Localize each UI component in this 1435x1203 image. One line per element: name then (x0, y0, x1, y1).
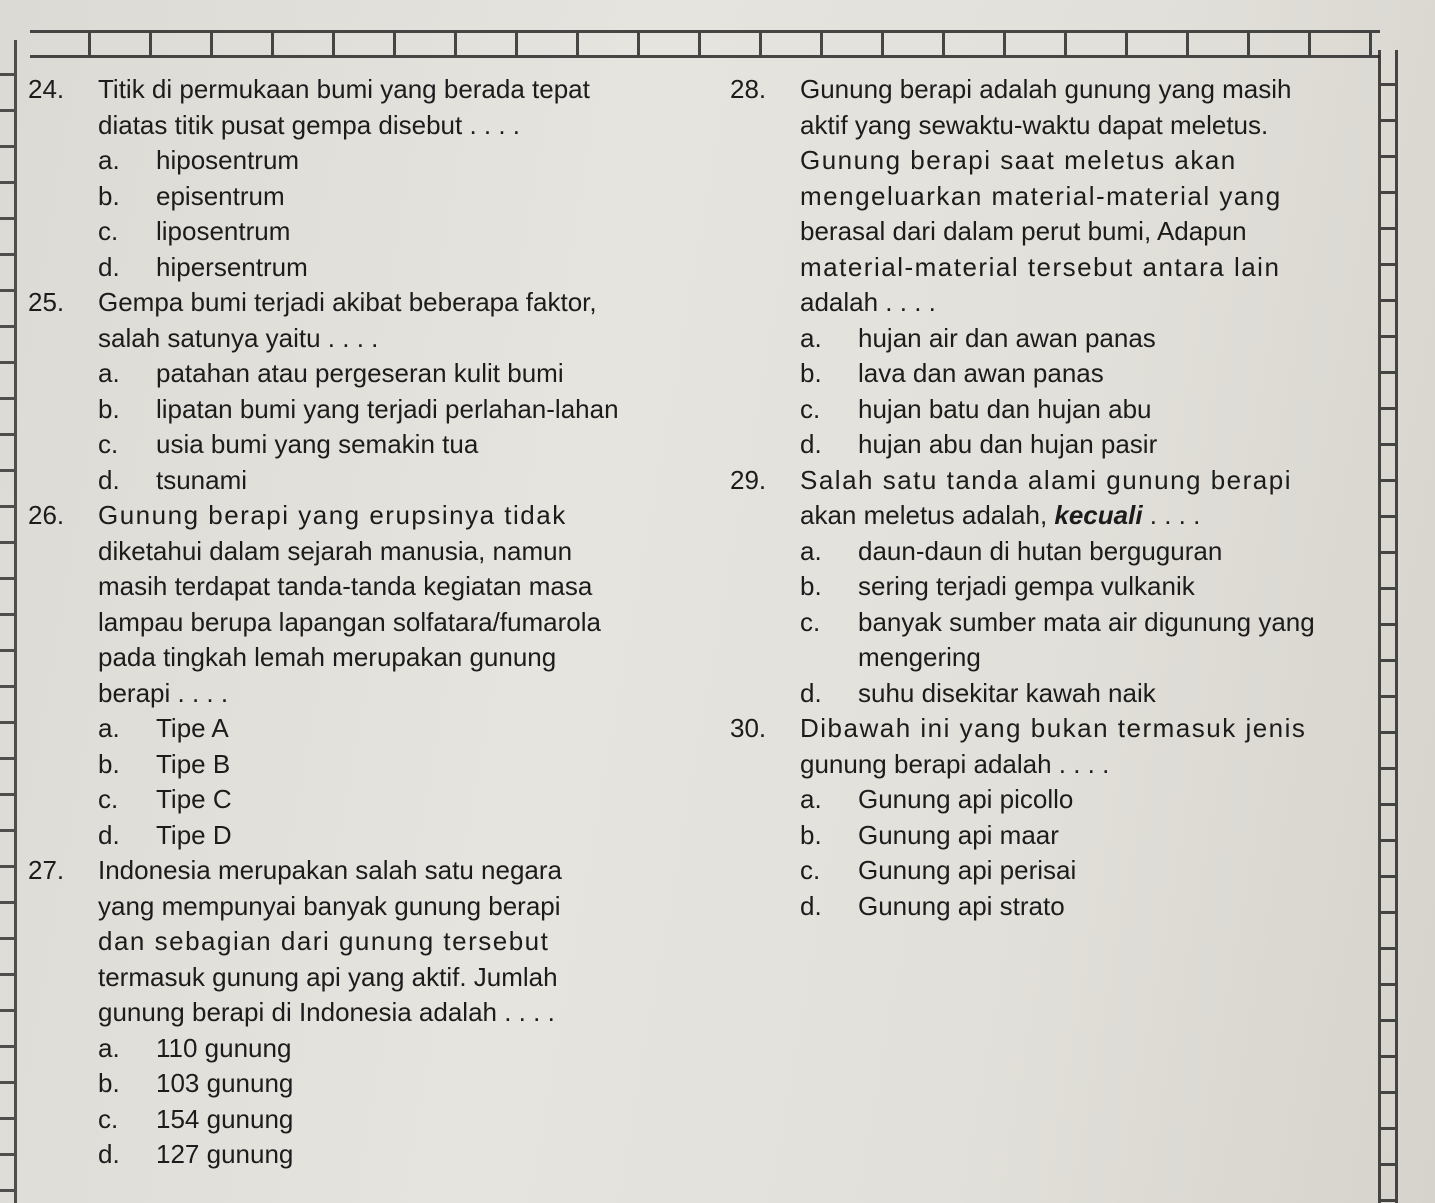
option-b (800, 818, 1360, 854)
option-text: lava dan awan panas (858, 358, 1104, 388)
option-label: d. (800, 677, 822, 708)
question-text (98, 853, 658, 1031)
option-a (98, 143, 658, 179)
option-text: Gunung api strato (858, 890, 1065, 921)
option-text: suhu disekitar kawah naik (858, 677, 1156, 708)
question-line: Dibawah ini yang bukan termasuk jenis (800, 713, 1307, 743)
question-28 (730, 72, 1360, 463)
question-line: pada tingkah lemah merupakan gunung (98, 642, 557, 672)
option-label: a. (98, 713, 120, 743)
option-b (98, 179, 658, 215)
option-text: hipersentrum (156, 251, 308, 282)
emphasis-kecuali: kecuali (1054, 500, 1143, 530)
option-text: Tipe B (156, 748, 231, 779)
decorative-border-left (0, 40, 17, 1203)
option-text: 154 gunung (156, 1103, 294, 1134)
question-line: salah satunya yaitu . . . . (98, 322, 379, 353)
left-column (28, 72, 658, 1173)
question-line: termasuk gunung api yang aktif. Jumlah (98, 961, 558, 992)
question-number: 27. (28, 855, 65, 885)
option-text: episentrum (156, 180, 285, 211)
question-line: aktif yang sewaktu-waktu dapat meletus. (800, 109, 1269, 140)
option-text (858, 605, 1315, 676)
option-b (98, 392, 658, 428)
option-label: c. (98, 429, 119, 459)
option-a (800, 534, 1360, 570)
option-c (98, 214, 658, 250)
option-label: c. (800, 855, 821, 885)
option-list (98, 143, 658, 285)
question-line: lampau berupa lapangan solfatara/fumarola (98, 606, 602, 637)
option-list (800, 321, 1360, 463)
option-label: b. (98, 180, 120, 211)
option-label: a. (800, 322, 822, 353)
question-number: 28. (730, 74, 767, 104)
question-stem (28, 285, 658, 356)
option-d (98, 463, 658, 499)
option-text: hujan batu dan hujan abu (858, 393, 1152, 424)
question-number: 30. (730, 713, 767, 743)
question-line: Titik di permukaan bumi yang berada tepat (98, 74, 590, 104)
option-label: b. (98, 748, 120, 779)
option-list (98, 1031, 658, 1173)
option-label: b. (800, 571, 822, 601)
question-line-suffix: . . . . (1142, 500, 1201, 530)
option-label: b. (98, 393, 120, 424)
question-line: berapi . . . . (98, 677, 229, 708)
decorative-border-right (1378, 50, 1398, 1203)
option-text-line: mengering (858, 642, 981, 672)
question-line: Gunung berapi adalah gunung yang masih (800, 74, 1292, 104)
option-text: hujan abu dan hujan pasir (858, 429, 1158, 459)
option-c (800, 853, 1360, 889)
right-column (730, 72, 1360, 924)
decorative-border-top (30, 30, 1380, 58)
option-text: hujan air dan awan panas (858, 322, 1156, 353)
question-stem (28, 853, 658, 1031)
question-number: 26. (28, 500, 65, 530)
option-text: Tipe D (156, 819, 232, 850)
option-b (98, 747, 658, 783)
question-line: masih terdapat tanda-tanda kegiatan masa (98, 571, 593, 601)
option-text: 127 gunung (156, 1139, 294, 1169)
option-text: Gunung api picollo (858, 784, 1074, 814)
option-label: c. (98, 1103, 119, 1134)
option-text: 103 gunung (156, 1068, 294, 1098)
option-label: b. (800, 358, 822, 388)
question-line: gunung berapi adalah . . . . (800, 748, 1110, 779)
option-text: Gunung api maar (858, 819, 1059, 850)
option-a (98, 356, 658, 392)
option-text: Tipe C (156, 784, 232, 814)
option-d (800, 676, 1360, 712)
question-line: adalah . . . . (800, 287, 936, 317)
option-label: a. (98, 358, 120, 388)
question-line: material-material tersebut antara lain (800, 251, 1281, 282)
option-list (800, 534, 1360, 712)
option-d (98, 818, 658, 854)
question-26 (28, 498, 658, 853)
question-stem (730, 711, 1360, 782)
option-label: b. (800, 819, 822, 850)
option-b (98, 1066, 658, 1102)
option-text: lipatan bumi yang terjadi perlahan-lahan (156, 393, 619, 424)
option-text-line: banyak sumber mata air digunung yang (858, 606, 1315, 637)
question-number: 29. (730, 464, 767, 495)
option-text: tsunami (156, 464, 248, 495)
question-stem (28, 498, 658, 711)
option-label: d. (98, 819, 120, 850)
option-label: d. (98, 464, 120, 495)
question-line: berasal dari dalam perut bumi, Adapun (800, 216, 1247, 246)
question-stem (730, 72, 1360, 321)
question-line: dan sebagian dari gunung tersebut (98, 926, 550, 956)
question-text (98, 498, 658, 711)
option-d (98, 250, 658, 286)
option-label: a. (98, 1032, 120, 1063)
option-label: d. (98, 1139, 120, 1169)
question-text (800, 463, 1360, 534)
question-text (98, 72, 658, 143)
question-29 (730, 463, 1360, 712)
option-d (800, 427, 1360, 463)
question-line: Indonesia merupakan salah satu negara (98, 855, 562, 885)
option-a (800, 321, 1360, 357)
option-label: c. (800, 393, 821, 424)
option-text: 110 gunung (156, 1032, 292, 1063)
option-text: Tipe A (156, 713, 229, 743)
question-line: diketahui dalam sejarah manusia, namun (98, 535, 573, 566)
question-line (800, 498, 1360, 534)
question-line: mengeluarkan material-material yang (800, 180, 1282, 211)
question-line: Gempa bumi terjadi akibat beberapa faktor, (98, 287, 597, 317)
option-text: liposentrum (156, 216, 291, 246)
question-stem (28, 72, 658, 143)
question-number: 24. (28, 74, 65, 104)
option-b (800, 569, 1360, 605)
option-a (98, 1031, 658, 1067)
option-a (800, 782, 1360, 818)
option-c (98, 427, 658, 463)
question-line: Salah satu tanda alami gunung berapi (800, 464, 1292, 495)
option-text: daun-daun di hutan berguguran (858, 535, 1223, 566)
question-text (98, 285, 658, 356)
option-c (98, 782, 658, 818)
option-list (800, 782, 1360, 924)
option-label: c. (98, 784, 119, 814)
question-line-prefix: akan meletus adalah, (800, 500, 1055, 530)
question-stem (730, 463, 1360, 534)
option-d (800, 889, 1360, 925)
option-label: d. (98, 251, 120, 282)
option-label: a. (98, 145, 120, 175)
question-line: Gunung berapi yang erupsinya tidak (98, 500, 567, 530)
option-label: b. (98, 1068, 120, 1098)
option-list (98, 356, 658, 498)
option-text: usia bumi yang semakin tua (156, 429, 479, 459)
question-text (800, 711, 1360, 782)
question-30 (730, 711, 1360, 924)
question-text (800, 72, 1360, 321)
option-c (800, 392, 1360, 428)
option-b (800, 356, 1360, 392)
option-d (98, 1137, 658, 1173)
option-text: sering terjadi gempa vulkanik (858, 571, 1195, 601)
option-label: d. (800, 890, 822, 921)
option-label: c. (800, 606, 821, 637)
option-label: a. (800, 784, 822, 814)
option-text: patahan atau pergeseran kulit bumi (156, 358, 564, 388)
option-text: Gunung api perisai (858, 855, 1077, 885)
option-c (98, 1102, 658, 1138)
question-line: gunung berapi di Indonesia adalah . . . . (98, 997, 555, 1027)
question-number: 25. (28, 287, 65, 317)
question-line: Gunung berapi saat meletus akan (800, 145, 1237, 175)
option-a (98, 711, 658, 747)
option-list (98, 711, 658, 853)
option-c (800, 605, 1360, 676)
option-label: a. (800, 535, 822, 566)
question-line: diatas titik pusat gempa disebut . . . . (98, 109, 521, 140)
question-25 (28, 285, 658, 498)
option-label: d. (800, 429, 822, 459)
question-line: yang mempunyai banyak gunung berapi (98, 890, 561, 921)
option-text: hiposentrum (156, 145, 300, 175)
option-label: c. (98, 216, 119, 246)
question-24 (28, 72, 658, 285)
question-27 (28, 853, 658, 1173)
